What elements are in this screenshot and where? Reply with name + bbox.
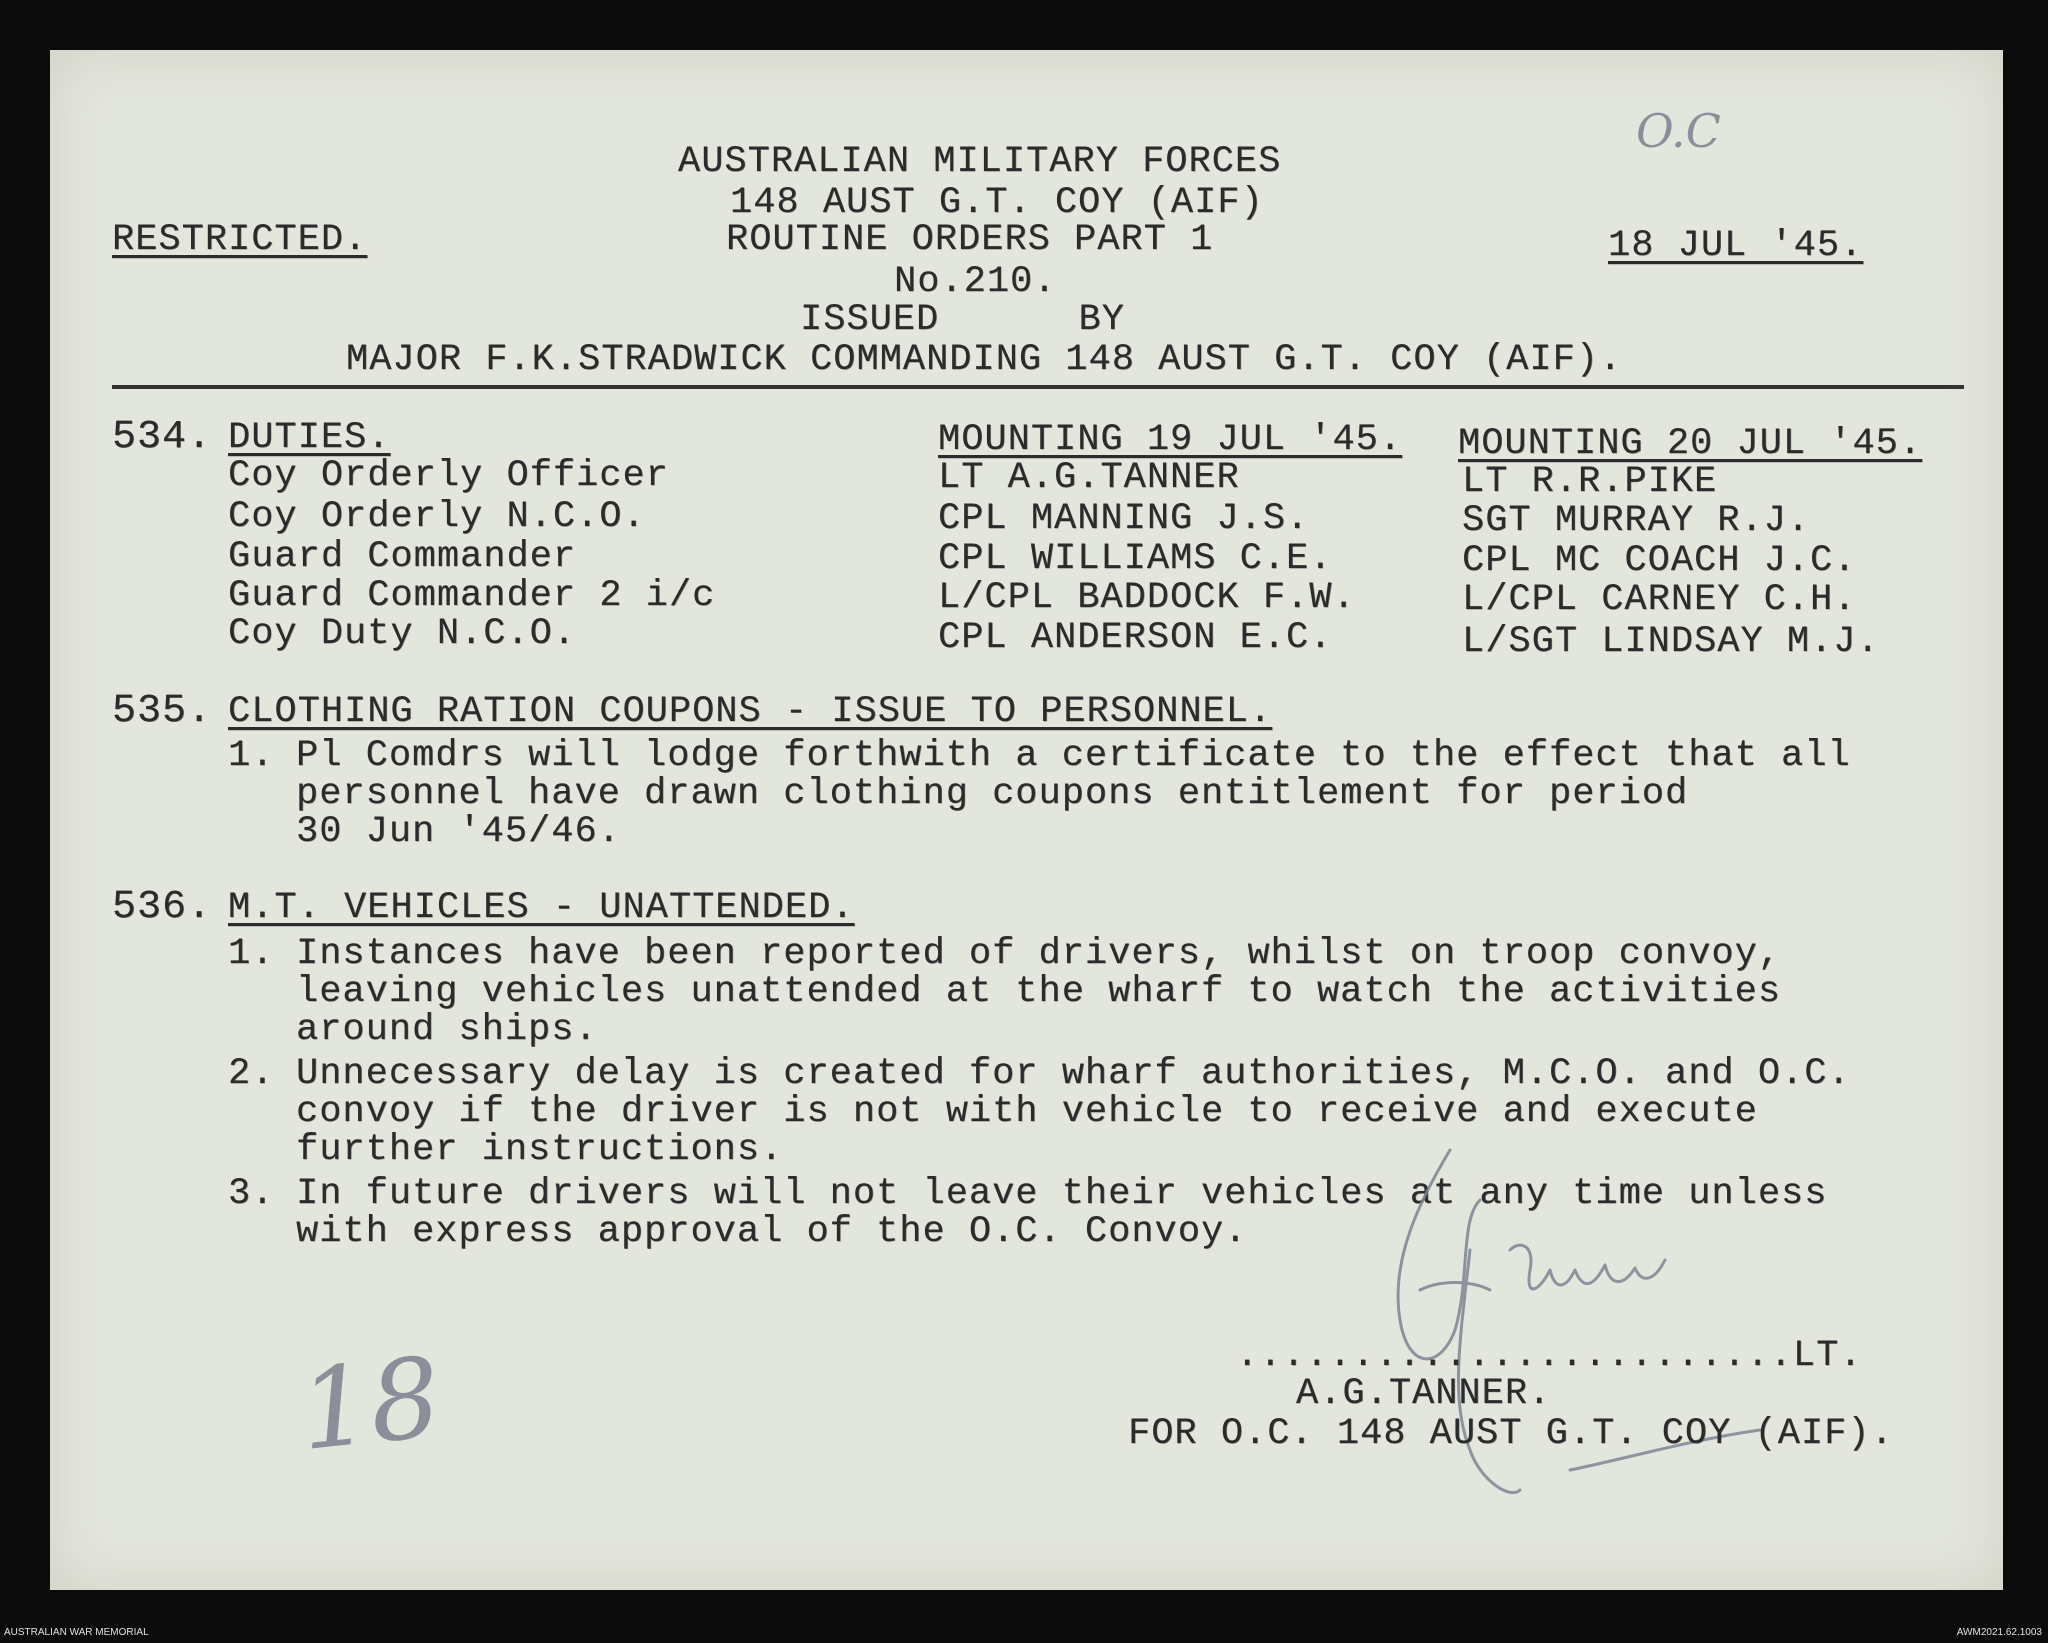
duty-name: Guard Commander 2 i/c (228, 575, 716, 617)
order-535-para-1-number: 1. (228, 735, 275, 777)
order-536-para-2-line: Unnecessary delay is created for wharf authorities, M.C.O. and O.C. (296, 1053, 1851, 1095)
signatory-for-line: FOR O.C. 148 AUST G.T. COY (AIF). (1128, 1413, 1894, 1455)
pencil-annotation: 18 (293, 1333, 447, 1475)
order-535-para-1-line: 30 Jun '45/46. (296, 811, 621, 853)
duty-20-officer: LT R.R.PIKE (1462, 461, 1718, 503)
order-536-heading: M.T. VEHICLES - UNATTENDED. (228, 887, 855, 929)
duty-name: Guard Commander (228, 536, 577, 578)
order-536-para-3-number: 3. (228, 1173, 275, 1215)
order-535-heading: CLOTHING RATION COUPONS - ISSUE TO PERSONNEL. (228, 691, 1273, 733)
duty-19-officer: CPL WILLIAMS C.E. (938, 538, 1333, 580)
order-536-para-3-line: In future drivers will not leave their vehicles at any time unless (296, 1173, 1828, 1215)
order-534-heading: DUTIES. (228, 417, 391, 459)
handwritten-oc-note: O.C (1636, 104, 1721, 158)
header-line3: ROUTINE ORDERS PART 1 (726, 219, 1214, 261)
order-536-para-2-line: convoy if the driver is not with vehicle to receive and execute (296, 1091, 1758, 1133)
order-536-para-1-number: 1. (228, 933, 275, 975)
order-534-number: 534. (112, 415, 213, 460)
duty-name: Coy Orderly N.C.O. (228, 496, 646, 538)
header-divider (112, 385, 1964, 389)
duty-19-officer: CPL MANNING J.S. (938, 498, 1310, 540)
header-line1: AUSTRALIAN MILITARY FORCES (678, 141, 1282, 183)
handwritten-signature (1360, 1140, 1780, 1520)
order-536-para-2-number: 2. (228, 1053, 275, 1095)
mounting-19-header: MOUNTING 19 JUL '45. (938, 419, 1403, 461)
duty-20-officer: SGT MURRAY R.J. (1462, 500, 1811, 542)
order-number: No.210. (894, 261, 1057, 303)
commanding-officer-line: MAJOR F.K.STRADWICK COMMANDING 148 AUST G.T. COY (AIF). (346, 339, 1623, 381)
duty-19-officer: CPL ANDERSON E.C. (938, 617, 1333, 659)
footer-archive-name: AUSTRALIAN WAR MEMORIAL (4, 1627, 149, 1638)
signatory-name: A.G.TANNER. (1296, 1373, 1552, 1415)
issued-by: ISSUED BY (800, 299, 1125, 341)
order-536-para-1-line: around ships. (296, 1009, 598, 1051)
duty-19-officer: LT A.G.TANNER (938, 457, 1240, 499)
order-535-para-1-line: Pl Comdrs will lodge forthwith a certificate to the effect that all (296, 735, 1851, 777)
order-date: 18 JUL '45. (1608, 225, 1864, 267)
signature-dots-line: ........................LT. (1236, 1335, 1863, 1377)
order-536-number: 536. (112, 885, 213, 930)
order-536-para-1-line: leaving vehicles unattended at the wharf to watch the activities (296, 971, 1782, 1013)
header-line2: 148 AUST G.T. COY (AIF) (730, 182, 1264, 224)
classification: RESTRICTED. (112, 219, 368, 261)
duty-name: Coy Duty N.C.O. (228, 613, 577, 655)
order-535-para-1-line: personnel have drawn clothing coupons entitlement for period (296, 773, 1689, 815)
duty-19-officer: L/CPL BADDOCK F.W. (938, 577, 1356, 619)
order-536-para-2-line: further instructions. (296, 1129, 784, 1171)
mounting-20-header: MOUNTING 20 JUL '45. (1458, 423, 1923, 465)
duty-20-officer: L/CPL CARNEY C.H. (1462, 579, 1857, 621)
duty-20-officer: CPL MC COACH J.C. (1462, 540, 1857, 582)
duty-20-officer: L/SGT LINDSAY M.J. (1462, 621, 1880, 663)
footer-accession-number: AWM2021.62.1003 (1956, 1627, 2042, 1638)
order-536-para-1-line: Instances have been reported of drivers, whilst on troop convoy, (296, 933, 1782, 975)
order-535-number: 535. (112, 689, 213, 734)
order-536-para-3-line: with express approval of the O.C. Convoy. (296, 1211, 1248, 1253)
duty-name: Coy Orderly Officer (228, 455, 669, 497)
